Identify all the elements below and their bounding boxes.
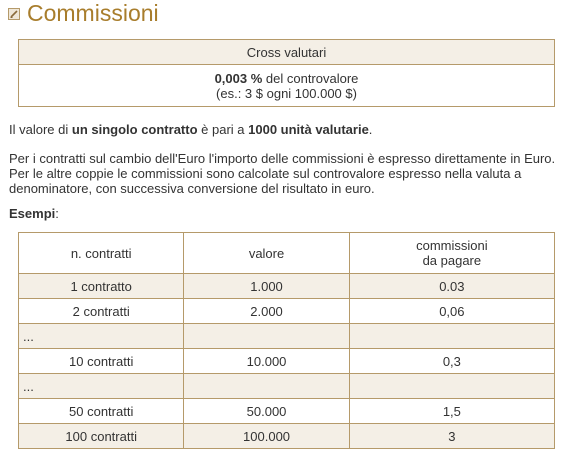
cross-rate-cell: [19, 65, 555, 107]
table-row: [19, 324, 555, 349]
cell-value: 1.000: [184, 274, 349, 299]
examples-table: [18, 232, 555, 449]
cell-contracts: ...: [19, 324, 184, 349]
cell-commission: 0,06: [349, 299, 554, 324]
cross-rate-suffix: del controvalore: [262, 71, 359, 86]
table-row: [19, 349, 555, 374]
cell-contracts: ...: [19, 374, 184, 399]
cell-contracts: 10 contratti: [19, 349, 184, 374]
column-header-commissions: [349, 233, 554, 274]
text-segment: .: [368, 122, 373, 137]
cross-table-header: Cross valutari: [19, 40, 555, 65]
text-bold: Esempi: [9, 206, 56, 221]
page-header: [8, 0, 159, 26]
table-header-row: [19, 233, 555, 274]
edit-pencil-icon: [8, 8, 20, 20]
cell-value: [184, 324, 349, 349]
table-row: [19, 374, 555, 399]
cross-rate-value: 0,003 %: [214, 71, 263, 86]
cell-contracts: 50 contratti: [19, 399, 184, 424]
text-segment: :: [55, 206, 59, 221]
cell-value: [184, 374, 349, 399]
cell-contracts: 2 contratti: [19, 299, 184, 324]
column-header-contracts: n. contratti: [19, 233, 184, 274]
cell-commission: [349, 324, 554, 349]
header-line: commissioni: [416, 238, 488, 253]
text-segment: è pari a: [197, 122, 249, 137]
table-row: [19, 424, 555, 449]
cell-value: 2.000: [184, 299, 349, 324]
cell-commission: 3: [349, 424, 554, 449]
table-row: [19, 299, 555, 324]
cell-value: 50.000: [184, 399, 349, 424]
text-bold: un singolo contratto: [71, 122, 198, 137]
table-row: [19, 274, 555, 299]
text-bold: 1000 unità valutarie: [248, 122, 369, 137]
cell-value: 10.000: [184, 349, 349, 374]
commission-explanation-paragraph: Per i contratti sul cambio dell'Euro l'importo delle commissioni è espresso direttamente in Euro. Per le altre coppie le commissioni sono calcolate sul controvalore espresso nella valuta a denominatore, con successiva conversione del risultato in euro.: [9, 151, 556, 196]
cell-commission: [349, 374, 554, 399]
cell-contracts: 1 contratto: [19, 274, 184, 299]
page-title: Commissioni: [27, 0, 159, 26]
text-segment: Il valore di: [9, 122, 72, 137]
table-row: [19, 399, 555, 424]
column-header-value: valore: [184, 233, 349, 274]
cell-commission: 0.03: [349, 274, 554, 299]
cell-contracts: 100 contratti: [19, 424, 184, 449]
cross-rate-table: [18, 39, 555, 107]
cell-value: 100.000: [184, 424, 349, 449]
header-line: da pagare: [422, 253, 482, 268]
contract-value-paragraph: [9, 122, 557, 137]
examples-label: [9, 206, 557, 221]
cross-rate-example: (es.: 3 $ ogni 100.000 $): [216, 86, 357, 101]
cell-commission: 0,3: [349, 349, 554, 374]
cell-commission: 1,5: [349, 399, 554, 424]
